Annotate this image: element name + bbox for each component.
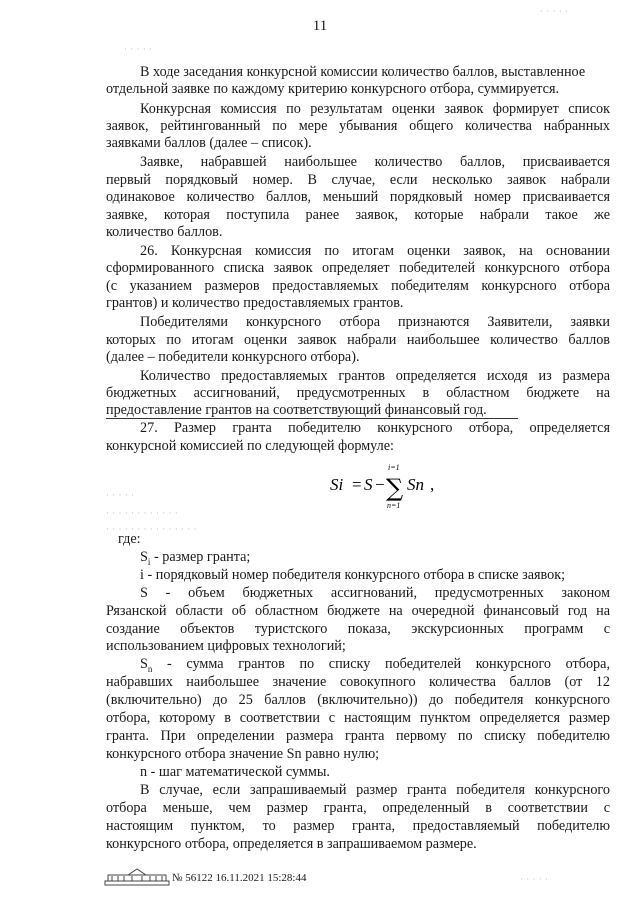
- text-line: 27. Размер гранта победителю конкурсного отбора, определяется: [140, 420, 610, 436]
- text-line: предоставление грантов на соответствующий финансовый год.: [106, 402, 518, 419]
- text-line: (далее – победители конкурсного отбора).: [106, 349, 360, 365]
- text-line: n - шаг математической суммы.: [140, 764, 330, 780]
- formula-s: S: [364, 475, 373, 494]
- symbol-si-sub: i: [147, 556, 151, 567]
- symbol-si: S: [140, 549, 148, 565]
- text-line: отбора меньше, чем размер гранта, определенный в соответствии с: [106, 800, 610, 816]
- text-line: набравших наибольшее значение совокупного количества баллов (от 12: [106, 674, 610, 690]
- formula-lower-limit: n=1: [387, 501, 401, 510]
- formula-comma: ,: [430, 475, 435, 494]
- text-line: первый порядковый номер. В случае, если несколько заявок набрали: [106, 172, 610, 188]
- page-number: 11: [312, 18, 328, 34]
- formula-lhs: Si: [330, 475, 344, 494]
- text-line: грантов) и количество предоставляемых грантов.: [106, 295, 404, 311]
- building-stamp-icon: [104, 866, 170, 886]
- text-line: количество баллов.: [106, 224, 223, 240]
- formula-sigma: ∑: [386, 474, 404, 502]
- symbol-sn: S: [140, 656, 148, 672]
- text-line: создание объектов туристского показа, экскурсионных программ с: [106, 621, 610, 637]
- grant-formula: [330, 462, 450, 512]
- formula-minus: −: [375, 475, 385, 494]
- text-line: 26. Конкурсная комиссия по итогам оценки заявок, на основании: [140, 243, 610, 259]
- text-line: Конкурсная комиссия по результатам оценки заявок формирует список: [140, 101, 610, 117]
- text-line: конкурсной комиссией по следующей формуле:: [106, 438, 394, 454]
- text-line: Победителями конкурсного отбора признаются Заявители, заявки: [140, 314, 610, 330]
- text-line: - сумма грантов по списку победителей конкурсного отбора,: [167, 656, 610, 672]
- bleed-through-mark: · · · · · · · · · · · · · · ·: [106, 524, 197, 534]
- text-line: i - порядковый номер победителя конкурсного отбора в списке заявок;: [140, 567, 566, 583]
- text-line: гранта. При определении размера гранта первому по списку победителю: [106, 728, 610, 744]
- text-line: Количество предоставляемых грантов определяется исходя из размера: [140, 368, 610, 384]
- text-line: - размер гранта;: [153, 549, 251, 565]
- formula-upper-limit: i=1: [388, 463, 400, 472]
- formula-equals: =: [352, 475, 362, 494]
- symbol-sn-sub: n: [147, 663, 153, 674]
- document-registration-number: № 56122 16.11.2021 15:28:44: [172, 872, 307, 884]
- text-line: бюджетных ассигнований, предусмотренных в областном бюджете на: [106, 385, 610, 401]
- text-line: настоящим пунктом, то размер гранта, предоставляемый победителю: [106, 818, 610, 834]
- text-line: S - объем бюджетных ассигнований, предусмотренных законом: [140, 585, 610, 601]
- text-line: отдельной заявке по каждому критерию конкурсного отбора, суммируется.: [106, 81, 560, 97]
- text-line: где:: [118, 531, 141, 547]
- text-line: В случае, если запрашиваемый размер гранта победителя конкурсного: [140, 782, 610, 798]
- text-line: (включительно) до 25 баллов (включительно)) до победителя конкурсного: [106, 692, 610, 708]
- text-line: Рязанской области об областном бюджете на очередной финансовый год на: [106, 603, 610, 619]
- text-line: которых по итогам оценки заявок набрали наибольшее количество баллов: [106, 332, 610, 348]
- text-line: (с указанием размеров предоставляемых победителям конкурсного отбора: [106, 278, 610, 294]
- text-line: конкурсного отбора, определяется в запрашиваемом размере.: [106, 836, 477, 852]
- bleed-through-mark: · · · · ·: [106, 490, 135, 500]
- bleed-through-mark: · · · · · · · · · · · ·: [106, 508, 179, 518]
- text-line: заявке, которая поступила ранее заявок, которые набрали такое же: [106, 207, 610, 223]
- text-line: отбора, которому в соответствии с настоящим пунктом определяется размер: [106, 710, 610, 726]
- text-line: конкурсного отбора значение Sn равно нулю;: [106, 746, 380, 762]
- bleed-through-mark: · · · · ·: [540, 6, 569, 16]
- text-line: Заявке, набравшей наибольшее количество баллов, присваивается: [140, 154, 610, 170]
- bleed-through-mark: · · · · ·: [520, 874, 549, 884]
- text-line: В ходе заседания конкурсной комиссии количество баллов, выставленное: [140, 64, 586, 80]
- text-line: сформированного списка заявок определяет победителей конкурсного отбора: [106, 260, 610, 276]
- formula-term: Sn: [407, 475, 424, 494]
- text-line: использованием цифровых технологий;: [106, 638, 346, 654]
- text-line: заявками баллов (далее – список).: [106, 135, 312, 151]
- text-line: заявок, рейтингованный по мере убывания общего количества набранных: [106, 118, 610, 134]
- text-line: одинаковое количество баллов, меньший порядковый номер присваивается: [106, 189, 610, 205]
- bleed-through-mark: · · · · ·: [124, 44, 153, 54]
